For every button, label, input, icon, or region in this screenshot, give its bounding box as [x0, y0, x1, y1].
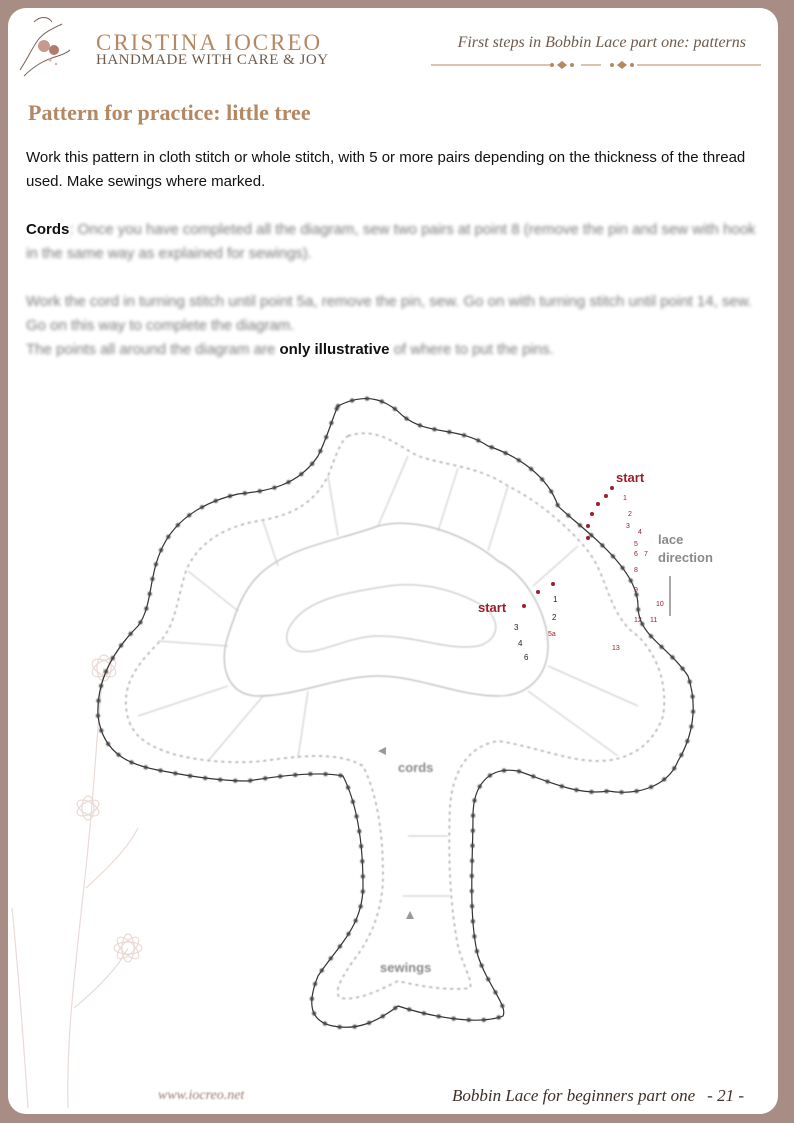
outer-point-number: 6: [634, 551, 638, 558]
outer-point-number: 8: [634, 567, 638, 574]
book-title: Bobbin Lace for beginners part one: [452, 1086, 696, 1105]
lace-pattern-diagram: [78, 376, 718, 1096]
outer-point-number: 7: [644, 551, 648, 558]
outer-point-number: 10: [656, 601, 664, 608]
outer-point-number: 13: [612, 645, 620, 652]
document-page: [8, 8, 778, 1114]
section-title: Pattern for practice: little tree: [28, 100, 311, 125]
inner-point-number: 5a: [548, 631, 556, 638]
cords-label: Cords: [26, 221, 70, 238]
inner-point-numbers: [514, 595, 558, 662]
outer-point-number: 12: [634, 617, 642, 624]
outer-point-numbers: [612, 495, 664, 652]
page-number: - 21 -: [707, 1086, 744, 1105]
inner-point-number: 1: [553, 595, 558, 604]
outer-point-number: 4: [638, 529, 642, 536]
brand-tagline: HANDMADE WITH CARE & JOY: [96, 52, 329, 68]
sewings-label: sewings: [380, 960, 432, 975]
outer-point-number: 3: [626, 523, 630, 530]
instructions-text: Work this pattern in cloth stitch or whole stitch, with 5 or more pairs depending on the thickness of the thread used. Make sewings where marked.: [26, 149, 746, 190]
ornamental-divider-icon: [431, 58, 761, 72]
outer-outline: [98, 399, 693, 1028]
pins-note-suffix: of where to put the pins.: [389, 341, 554, 358]
inner-point-number: 6: [524, 653, 529, 662]
cords-text: : Once you have completed all the diagram, sew two pairs at point 8 (remove the pin and sew with hook in the same way as explained for sewings).: [26, 221, 756, 262]
footer-url: www.iocreo.net: [158, 1088, 245, 1103]
cords-label: cords: [398, 760, 434, 775]
outer-point-number: 11: [650, 617, 658, 624]
cords-annotation: [378, 747, 433, 775]
start-inner-label: start: [478, 600, 507, 615]
inner-point-number: 3: [514, 623, 519, 632]
outer-point-number: 5: [634, 541, 638, 548]
inner-outline: [126, 433, 664, 998]
document-title: First steps in Bobbin Lace part one: patterns: [457, 34, 746, 51]
outer-point-number: 9: [634, 587, 638, 594]
cord-work-paragraph: [26, 290, 756, 362]
crown-hole: [287, 585, 496, 652]
start-outer-label: start: [616, 470, 645, 485]
brand-name: CRISTINA IOCREO: [96, 30, 323, 55]
pins-note-emphasis: only illustrative: [279, 341, 390, 358]
instructions-paragraph: [26, 146, 756, 194]
lace-direction-label: lace direction: [658, 532, 713, 565]
hand-with-bobbins-icon: [14, 10, 74, 80]
sewings-annotation: [380, 911, 431, 975]
footer-book-title: [452, 1086, 744, 1106]
inner-point-number: 2: [552, 613, 557, 622]
outer-point-number: 2: [628, 511, 632, 518]
outer-point-number: 1: [623, 495, 627, 502]
cord-work-text: Work the cord in turning stitch until point 5a, remove the pin, sew. Go on with turning stitch until point 14, sew. Go on this way to complete the diagram.: [26, 293, 752, 334]
pins-note-prefix: The points all around the diagram are: [26, 341, 280, 358]
cords-paragraph: [26, 218, 756, 266]
inner-point-number: 4: [518, 639, 523, 648]
